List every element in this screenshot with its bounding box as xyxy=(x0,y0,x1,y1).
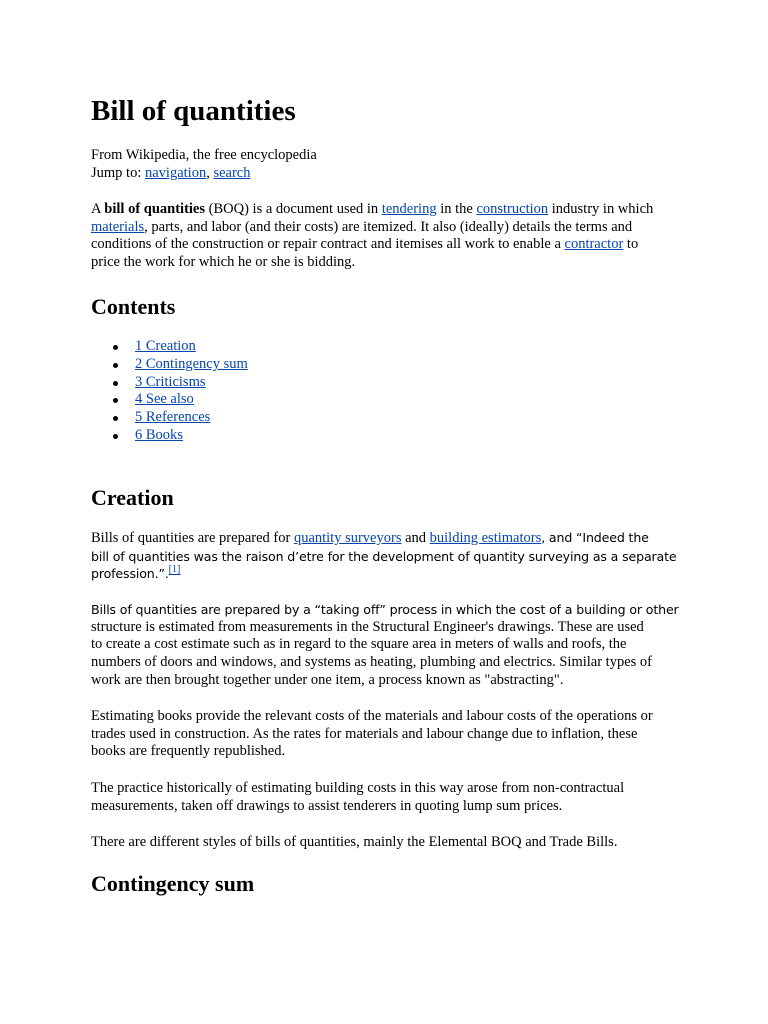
contents-heading: Contents xyxy=(91,294,176,319)
creation-paragraph-4 xyxy=(91,780,691,815)
creation-paragraph-1 xyxy=(91,529,691,584)
creation-p2-line-1: Bills of quantities are prepared by a “taking off” process in which the cost of a building or other xyxy=(91,602,679,617)
toc-item xyxy=(91,391,248,409)
creation-p4-line-1: The practice historically of estimating building costs in this way arose from non-contractual xyxy=(91,780,625,796)
toc-item xyxy=(91,374,248,392)
site-tagline: From Wikipedia, the free encyclopedia xyxy=(91,147,317,163)
search-link[interactable]: search xyxy=(213,165,251,181)
creation-p2-line-5: work are then brought together under one item, a process known as "abstracting". xyxy=(91,671,564,688)
creation-paragraph-3 xyxy=(91,708,691,761)
quantity-surveyors-link[interactable]: quantity surveyors xyxy=(293,530,402,546)
creation-heading: Creation xyxy=(91,485,174,510)
toc-item xyxy=(91,427,248,445)
creation-p2-line-3: to create a cost estimate such as in regard to the square area in meters of walls and roofs, the xyxy=(91,636,627,653)
creation-p3-line-3: books are frequently republished. xyxy=(91,743,286,760)
materials-link[interactable]: materials xyxy=(91,218,145,235)
bullet-icon xyxy=(113,381,118,386)
creation-p3-line-2: trades used in construction. As the rates for materials and labour change due to inflation, these xyxy=(91,725,638,742)
creation-p4-line-2: measurements, taken off drawings to assist tenderers in quoting lump sum prices. xyxy=(91,797,563,814)
toc-item xyxy=(91,338,248,356)
intro-line-1: A bill of quantities (BOQ) is a document used in tendering in the construction industry in which xyxy=(91,201,654,217)
toc-link-references[interactable]: 5 References xyxy=(135,409,211,426)
intro-line-2: materials, parts, and labor (and their costs) are itemized. It also (ideally) details the terms and xyxy=(91,218,633,235)
toc-item xyxy=(91,409,248,427)
jump-links: Jump to: navigation, search xyxy=(91,165,251,181)
building-estimators-link[interactable]: building estimators xyxy=(429,530,542,546)
bullet-icon xyxy=(113,345,118,350)
bullet-icon xyxy=(113,434,118,439)
toc-item xyxy=(91,356,248,374)
creation-p2-line-2: structure is estimated from measurements in the Structural Engineer's drawings. These are used xyxy=(91,618,644,635)
toc-link-criticisms[interactable]: 3 Criticisms xyxy=(135,373,206,390)
toc-link-creation[interactable]: 1 Creation xyxy=(135,338,196,354)
table-of-contents xyxy=(91,338,248,445)
creation-p1-line-2: bill of quantities was the raison d’etre for the development of quantity surveying as a separate xyxy=(91,548,677,564)
bullet-icon xyxy=(113,416,118,421)
intro-line-4: price the work for which he or she is bidding. xyxy=(91,254,356,271)
creation-p1-line-1: Bills of quantities are prepared for quantity surveyors and building estimators, and “Indeed the xyxy=(91,530,649,546)
contractor-link[interactable]: contractor xyxy=(564,236,624,253)
toc-link-see-also[interactable]: 4 See also xyxy=(135,391,194,408)
creation-p1-line-3: profession.”.[1] xyxy=(91,564,181,582)
page-title: Bill of quantities xyxy=(91,95,296,127)
navigation-link[interactable]: navigation xyxy=(144,165,207,181)
toc-link-books[interactable]: 6 Books xyxy=(135,426,183,443)
intro-line-3: conditions of the construction or repair contract and itemises all work to enable a contractor to xyxy=(91,236,639,253)
creation-p5-line-1: There are different styles of bills of quantities, mainly the Elemental BOQ and Trade Bills. xyxy=(91,834,618,850)
tendering-link[interactable]: tendering xyxy=(381,201,437,217)
reference-link-1[interactable]: [1] xyxy=(168,564,181,576)
bullet-icon xyxy=(113,398,118,403)
intro-paragraph xyxy=(91,201,691,272)
creation-p2-line-4: numbers of doors and windows, and systems as heating, plumbing and electrics. Similar types of xyxy=(91,654,652,671)
construction-link[interactable]: construction xyxy=(476,201,549,217)
contingency-sum-heading: Contingency sum xyxy=(91,871,255,896)
bold-term: bill of quantities xyxy=(104,201,206,217)
creation-p3-line-1: Estimating books provide the relevant costs of the materials and labour costs of the operations or xyxy=(91,708,653,724)
creation-paragraph-2 xyxy=(91,601,691,690)
creation-paragraph-5 xyxy=(91,834,691,852)
bullet-icon xyxy=(113,363,118,368)
toc-link-contingency-sum[interactable]: 2 Contingency sum xyxy=(135,355,248,372)
